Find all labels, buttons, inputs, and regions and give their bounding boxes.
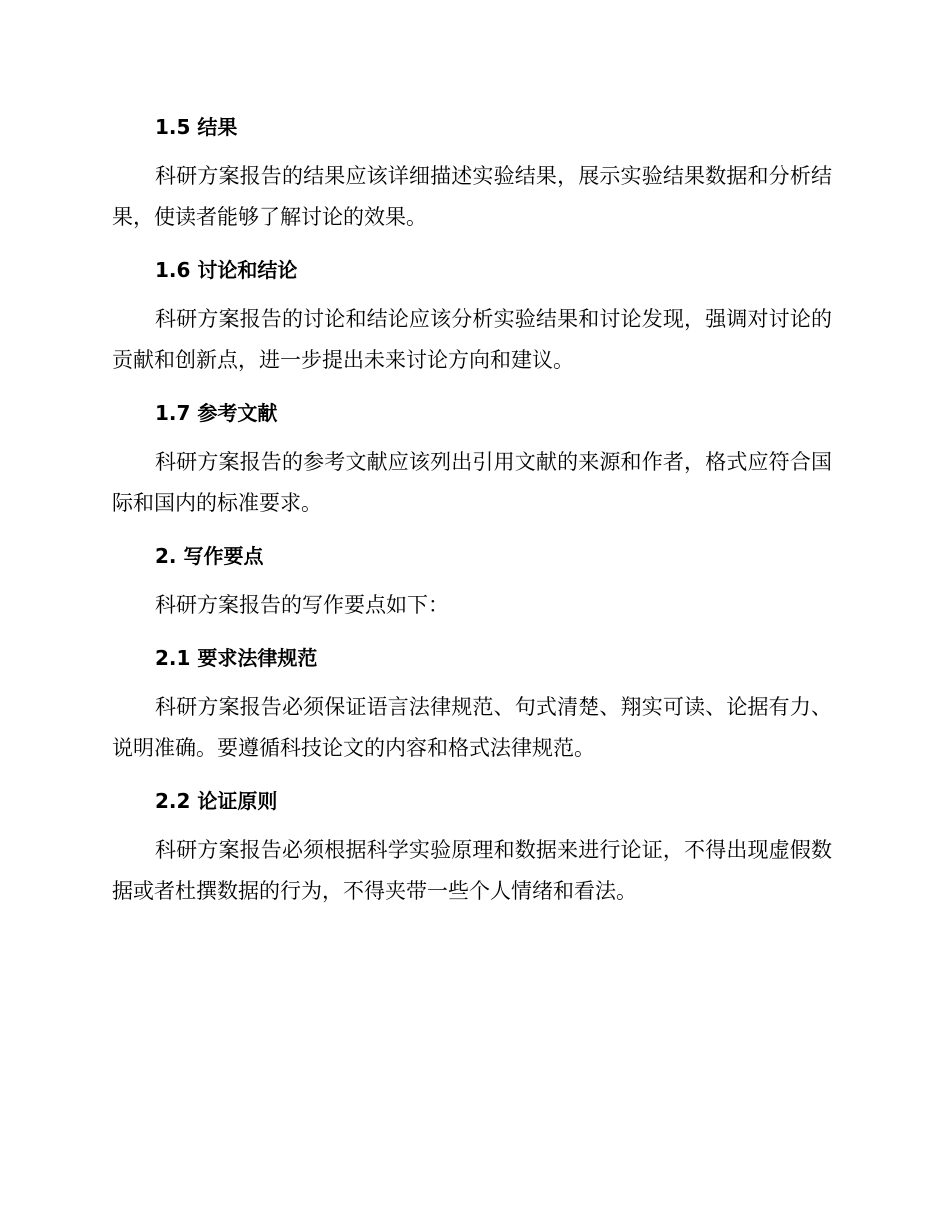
section-2-2 [112,782,832,912]
document-page [112,108,832,912]
section-2 [112,537,832,626]
section-body: 科研方案报告的讨论和结论应该分析实验结果和讨论发现，强调对讨论的贡献和创新点，进一步提出未来讨论方向和建议。 [112,307,832,372]
section-body: 科研方案报告的写作要点如下： [155,593,449,617]
section-heading: 2.1 要求法律规范 [155,646,318,670]
section-body: 科研方案报告必须保证语言法律规范、句式清楚、翔实可读、论据有力、说明准确。要遵循科技论文的内容和格式法律规范。 [112,695,832,760]
section-1-5 [112,108,832,238]
section-2-1 [112,639,832,769]
section-heading: 1.6 讨论和结论 [155,258,298,282]
section-heading: 2.2 论证原则 [155,789,278,813]
section-body: 科研方案报告的参考文献应该列出引用文献的来源和作者，格式应符合国际和国内的标准要求。 [112,450,832,515]
section-1-6 [112,251,832,381]
section-heading: 1.5 结果 [155,115,238,139]
section-1-7 [112,394,832,524]
section-heading: 1.7 参考文献 [155,401,278,425]
section-body: 科研方案报告必须根据科学实验原理和数据来进行论证，不得出现虚假数据或者杜撰数据的行为，不得夹带一些个人情绪和看法。 [112,838,832,903]
section-body: 科研方案报告的结果应该详细描述实验结果，展示实验结果数据和分析结果，使读者能够了解讨论的效果。 [112,164,832,229]
section-heading: 2. 写作要点 [155,544,264,568]
